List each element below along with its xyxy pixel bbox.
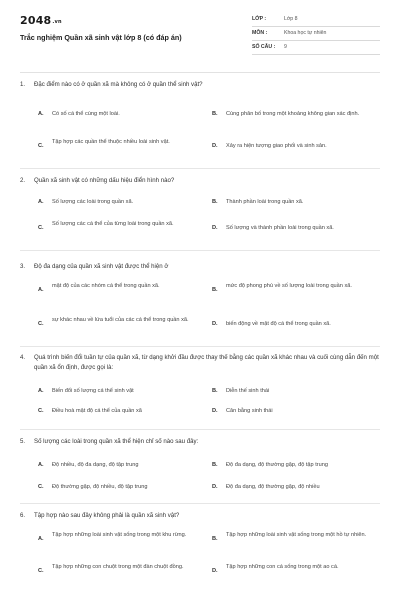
option-text: Tập hợp những loài sinh vật sống trong một hồ tự nhiên. bbox=[226, 532, 367, 538]
question-number: 3. bbox=[20, 263, 26, 270]
meta-value: Lớp 8 bbox=[284, 16, 298, 22]
meta-row-class bbox=[252, 13, 380, 27]
meta-value: Khoa học tự nhiên bbox=[284, 30, 327, 36]
question-number: 4. bbox=[20, 354, 26, 361]
meta-row-count bbox=[252, 41, 380, 55]
option-letter: C. bbox=[38, 484, 44, 490]
meta-label: MÔN : bbox=[252, 30, 268, 36]
option-letter: C. bbox=[38, 225, 44, 231]
option-text: Biến đổi số lượng cá thể sinh vật bbox=[52, 388, 134, 394]
option-letter: B. bbox=[212, 388, 218, 394]
option-letter: A. bbox=[38, 111, 44, 117]
option-text: Xảy ra hiện tượng giao phối và sinh sản. bbox=[226, 143, 327, 149]
question-number: 5. bbox=[20, 438, 26, 445]
question-number: 2. bbox=[20, 177, 26, 184]
option-letter: A. bbox=[38, 536, 44, 542]
option-text: Thành phần loài trong quần xã. bbox=[226, 199, 304, 205]
logo-suffix: .vn bbox=[52, 19, 62, 25]
option-letter: B. bbox=[212, 199, 218, 205]
question-divider bbox=[20, 250, 380, 251]
meta-label: LỚP : bbox=[252, 16, 267, 22]
question-stem: Độ đa dạng của quần xã sinh vật được thể hiện ở bbox=[34, 263, 169, 270]
option-letter: D. bbox=[212, 321, 218, 327]
question-text bbox=[20, 176, 380, 186]
meta-info bbox=[252, 13, 380, 55]
option-text: Độ đa dạng, độ thường gặp, độ tập trung bbox=[226, 462, 328, 468]
page-header bbox=[0, 0, 400, 66]
option-text: Diễn thế sinh thái bbox=[226, 388, 270, 394]
option-text: sự khác nhau về lứa tuổi của các cá thể trong quần xã. bbox=[52, 317, 189, 323]
option-text: mức độ phong phú về số lượng loài trong quần xã. bbox=[226, 283, 352, 289]
option-text: Tập hợp những con chuột trong một đàn chuột đồng. bbox=[52, 564, 184, 570]
option-text: Cùng phân bố trong một khoảng không gian xác định. bbox=[226, 111, 360, 117]
option-letter: D. bbox=[212, 408, 218, 414]
option-text: Số lượng các loài trong quần xã. bbox=[52, 199, 134, 205]
option-letter: A. bbox=[38, 388, 44, 394]
option-text: Tập hợp các quần thể thuộc nhiều loài sinh vật. bbox=[52, 139, 170, 145]
option-letter: B. bbox=[212, 111, 218, 117]
option-text: Số lượng các cá thể của từng loài trong quần xã. bbox=[52, 221, 174, 227]
option-letter: B. bbox=[212, 287, 218, 293]
option-text: Tập hợp những loài sinh vật sống trong một khu rừng. bbox=[52, 532, 187, 538]
question-text bbox=[20, 80, 380, 90]
question-number: 6. bbox=[20, 512, 26, 519]
question-text bbox=[20, 262, 380, 272]
option-letter: B. bbox=[212, 536, 218, 542]
option-text: Độ nhiều, độ đa dạng, độ tập trung bbox=[52, 462, 139, 468]
option-text: Số lượng và thành phần loài trong quần xã. bbox=[226, 225, 334, 231]
option-text: Tập hợp những con cá sống trong một ao cá. bbox=[226, 564, 339, 570]
question-stem: Quá trình biến đổi tuần tự của quần xã, từ dạng khởi đầu được thay thế bằng các quần xã khác nhau và cuối cùng dẫn đến một quần xã ổn định, được gọi là: bbox=[34, 354, 379, 371]
option-text: mật độ của các nhóm cá thể trong quần xã. bbox=[52, 283, 160, 289]
option-letter: C. bbox=[38, 408, 44, 414]
option-letter: A. bbox=[38, 462, 44, 468]
logo-main: 2048 bbox=[20, 14, 52, 27]
option-letter: D. bbox=[212, 143, 218, 149]
question-divider bbox=[20, 429, 380, 430]
option-text: Độ đa dạng, độ thường gặp, độ nhiều bbox=[226, 484, 320, 490]
option-letter: D. bbox=[212, 484, 218, 490]
option-text: biến động về mật độ cá thể trong quần xã. bbox=[226, 321, 331, 327]
question-divider bbox=[20, 346, 380, 347]
option-text: Có số cá thể cùng một loài. bbox=[52, 111, 120, 117]
meta-row-subject bbox=[252, 27, 380, 41]
meta-value: 9 bbox=[284, 44, 287, 50]
question-text bbox=[20, 437, 380, 447]
question-stem: Số lượng các loài trong quần xã thể hiện chỉ số nào sau đây: bbox=[34, 438, 199, 445]
question-stem: Quần xã sinh vật có những dấu hiệu điển hình nào? bbox=[34, 177, 175, 184]
site-logo[interactable] bbox=[20, 14, 62, 27]
option-letter: C. bbox=[38, 568, 44, 574]
question-divider bbox=[20, 503, 380, 504]
option-text: Cân bằng sinh thái bbox=[226, 408, 273, 414]
question-stem: Tập hợp nào sau đây không phải là quần xã sinh vật? bbox=[34, 512, 180, 519]
option-letter: D. bbox=[212, 225, 218, 231]
question-divider bbox=[20, 168, 380, 169]
option-letter: B. bbox=[212, 462, 218, 468]
question-text bbox=[20, 353, 380, 373]
question-stem: Đặc điểm nào có ở quần xã mà không có ở quần thể sinh vật? bbox=[34, 81, 203, 88]
question-text bbox=[20, 511, 380, 521]
option-letter: A. bbox=[38, 287, 44, 293]
page-title: Trắc nghiệm Quần xã sinh vật lớp 8 (có đáp án) bbox=[20, 33, 182, 42]
header-divider bbox=[20, 72, 380, 73]
option-letter: C. bbox=[38, 321, 44, 327]
option-letter: A. bbox=[38, 199, 44, 205]
option-letter: C. bbox=[38, 143, 44, 149]
question-number: 1. bbox=[20, 81, 26, 88]
option-text: Điều hoà mật độ cá thể của quần xã bbox=[52, 408, 142, 414]
option-letter: D. bbox=[212, 568, 218, 574]
meta-label: SỐ CÂU : bbox=[252, 44, 276, 50]
option-text: Độ thường gặp, độ nhiều, độ tập trung bbox=[52, 484, 148, 490]
